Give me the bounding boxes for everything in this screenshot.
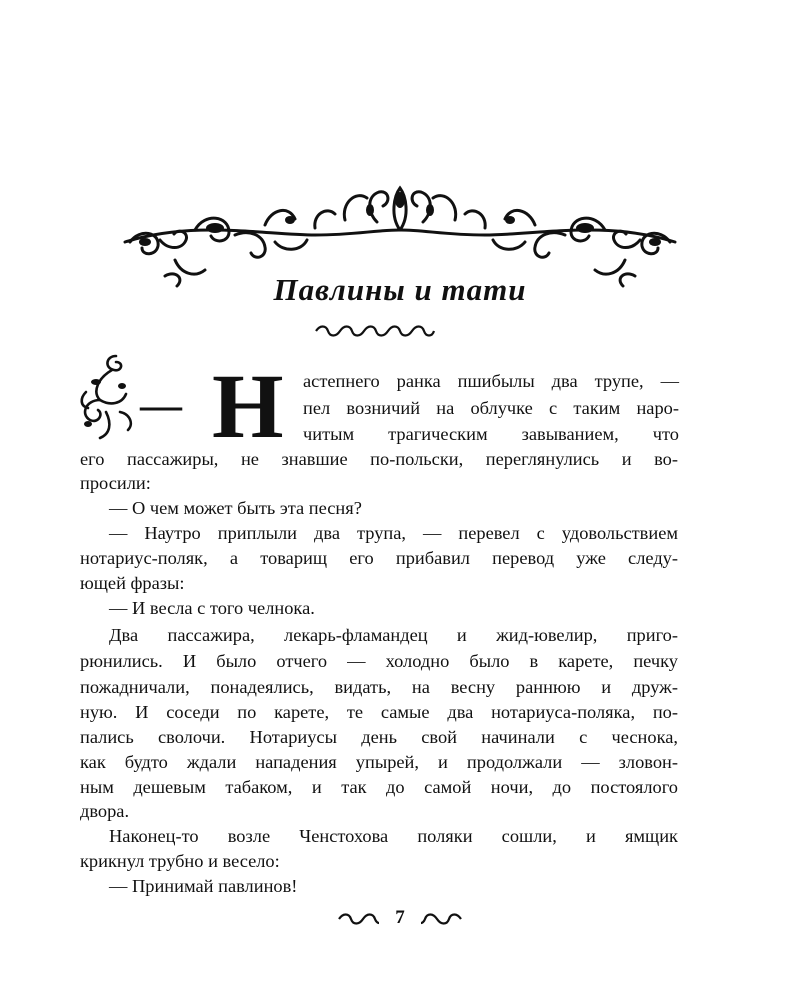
text-line: крикнул трубно и весело: bbox=[80, 851, 280, 871]
text-line: двора. bbox=[80, 801, 130, 821]
divider-ornament-icon bbox=[312, 323, 442, 339]
text-line: пел возничий на облучке с таким наро- bbox=[303, 398, 679, 418]
text-line: Два пассажира, лекарь-фламандец и жид-ювелир, приго- bbox=[109, 625, 678, 645]
folio-ornament-right-icon bbox=[419, 912, 463, 926]
text-line: ющей фразы: bbox=[80, 573, 185, 593]
dropcap-dash: — bbox=[140, 383, 182, 429]
text-line: ную. И соседи по карете, те самые два нотариуса-поляка, по- bbox=[80, 702, 678, 722]
page-number: 7 bbox=[395, 907, 405, 928]
text-line: рюнились. И было отчего — холодно было в карете, печку bbox=[80, 651, 678, 671]
text-line: его пассажиры, не знавшие по-польски, переглянулись и во- bbox=[80, 449, 678, 469]
text-line: читым трагическим завыванием, что bbox=[303, 424, 679, 444]
text-line: — О чем может быть эта песня? bbox=[109, 498, 362, 518]
text-line: нотариус-поляк, а товарищ его прибавил перевод уже следу- bbox=[80, 548, 678, 568]
text-line: просили: bbox=[80, 473, 151, 493]
text-line: Наконец-то возле Ченстохова поляки сошли, и ямщик bbox=[109, 826, 678, 846]
text-line: — И весла с того челнока. bbox=[109, 598, 315, 618]
chapter-title: Павлины и тати bbox=[273, 272, 527, 307]
text-line: — Наутро приплыли два трупа, — перевел с удовольствием bbox=[109, 523, 678, 543]
text-line: пались сволочи. Нотариусы день свой начинали с чеснока, bbox=[80, 727, 678, 747]
dropcap-letter: Н bbox=[212, 355, 284, 457]
dropcap-flourish-icon bbox=[76, 352, 138, 442]
text-line: — Принимай павлинов! bbox=[109, 876, 298, 896]
folio-ornament-left-icon bbox=[337, 912, 381, 926]
text-line: ным дешевым табаком, и так до самой ночи, до постоялого bbox=[80, 777, 678, 797]
text-line: астепнего ранка пшибылы два трупе, — bbox=[303, 371, 679, 391]
text-line: пожадничали, понадеялись, видать, на весну раннюю и друж- bbox=[80, 677, 678, 697]
text-line: как будто ждали нападения упырей, и продолжали — зловон- bbox=[80, 752, 678, 772]
page-folio bbox=[0, 907, 800, 929]
